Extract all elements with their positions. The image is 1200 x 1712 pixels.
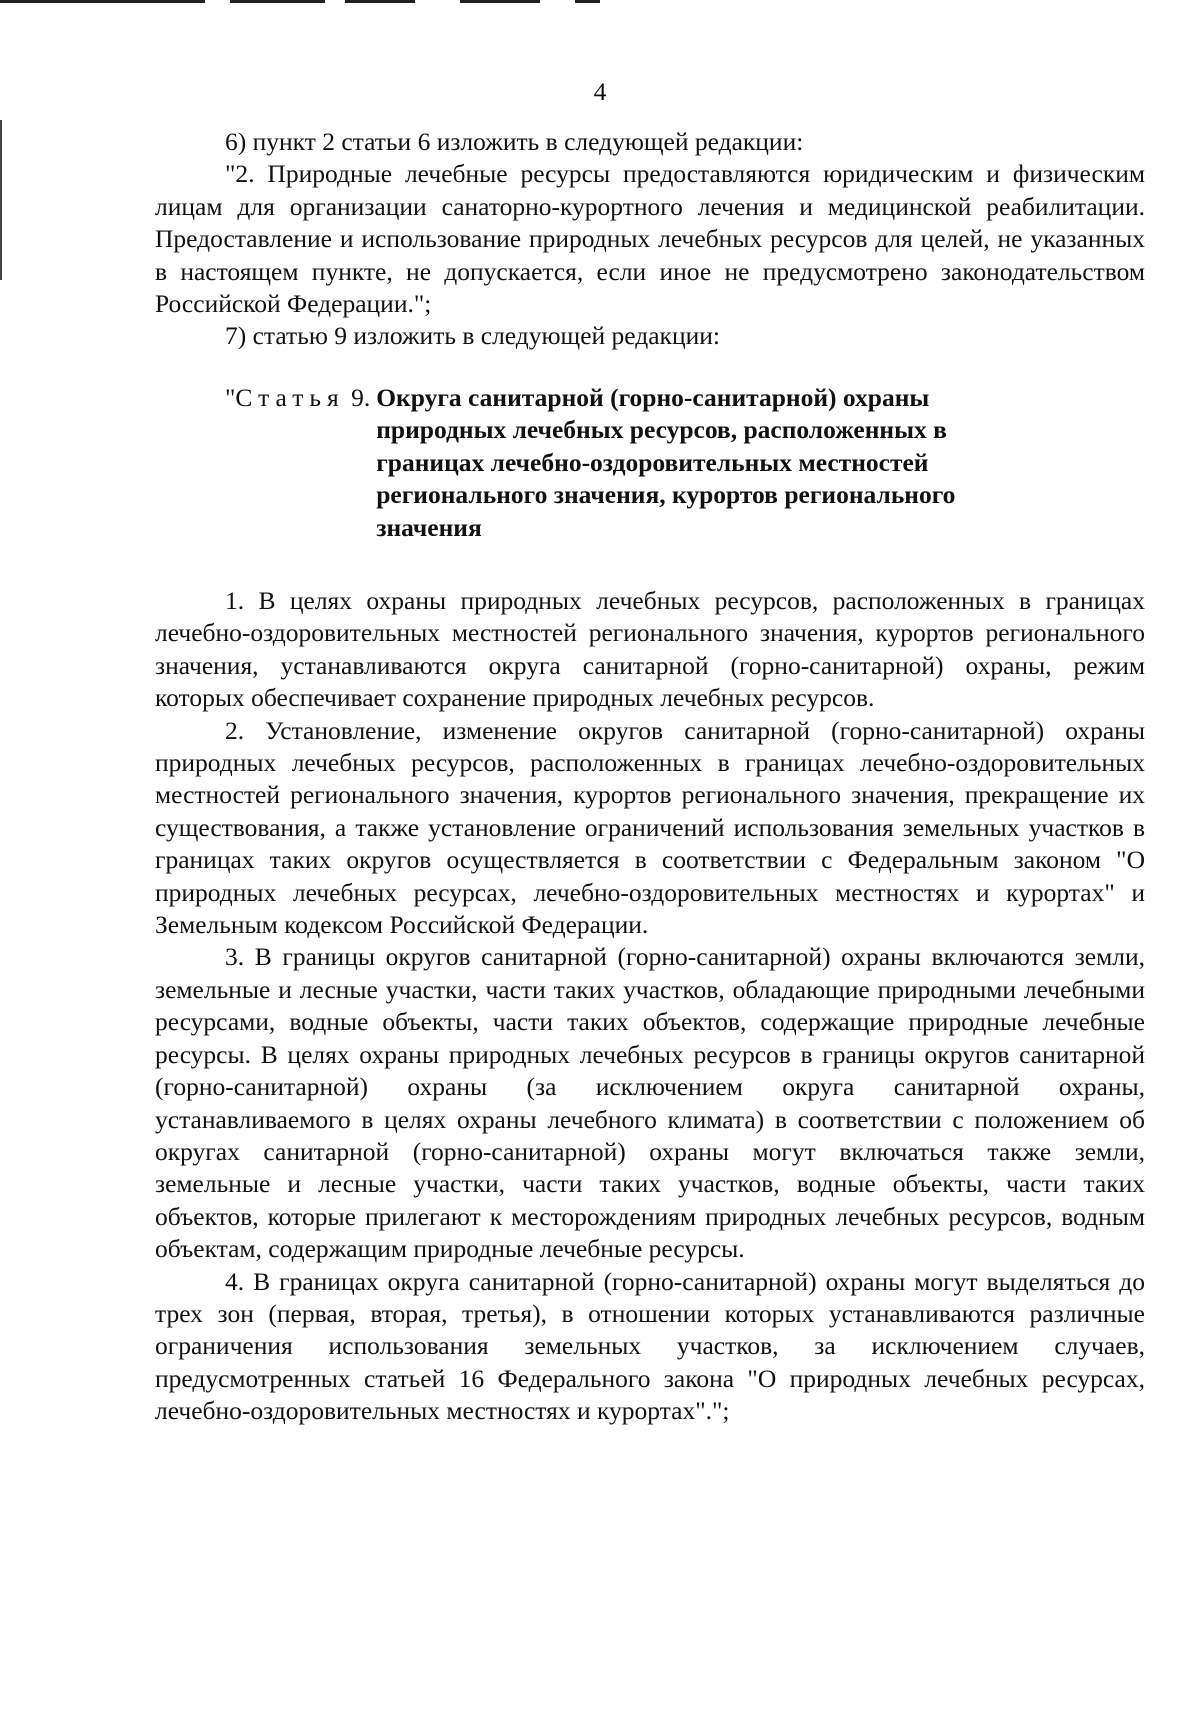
article-paragraph-2: 2. Установление, изменение округов санитарной (горно-санитарной) охраны природных лечебных ресурсов, расположенных в границах лечебно-оздоровительных местностей регионального значения, курортов регионального значения, прекращение их существования, а также установление ограничений использования земельных участков в границах таких округов осуществляется в соответствии с Федеральным законом "О природных лечебных ресурсах, лечебно-оздоровительных местностях и курортах" и Земельным кодексом Российской Федерации. xyxy=(155,715,1145,940)
amendment-block xyxy=(155,126,1145,353)
scan-edge-left xyxy=(0,120,2,280)
scan-edge-top-mid-2 xyxy=(345,0,415,3)
scan-edge-top-mid-1 xyxy=(230,0,325,3)
article-word: Статья xyxy=(235,383,345,412)
scan-edge-top-left xyxy=(0,0,205,3)
scan-edge-top-mid-3 xyxy=(460,0,540,3)
article-heading xyxy=(225,382,1105,544)
article-quote: " xyxy=(225,383,236,412)
article-body xyxy=(155,585,1145,1428)
article-paragraph-4: 4. В границах округа санитарной (горно-санитарной) охраны могут выделяться до трех зон (первая, вторая, третья), в отношении которых устанавливаются различные ограничения использования земельных участков, за исключением случаев, предусмотренных статьей 16 Федерального закона "О природных лечебных ресурсах, лечебно-оздоровительных местностях и курортах"."; xyxy=(155,1266,1145,1426)
article-label xyxy=(225,382,370,414)
article-paragraph-1: 1. В целях охраны природных лечебных ресурсов, расположенных в границах лечебно-оздоровительных местностей регионального значения, курортов регионального значения, устанавливаются округа санитарной (горно-санитарной) охраны, режим которых обеспечивает сохранение природных лечебных ресурсов. xyxy=(155,586,1145,713)
amendment-item-7: 7) статью 9 изложить в следующей редакции: xyxy=(225,321,720,351)
article-title: Округа санитарной (горно-санитарной) охраны природных лечебных ресурсов, расположенных в границах лечебно-оздоровительных местностей регионального значения, курортов регионального значения xyxy=(376,383,956,542)
scan-edge-top-mid-4 xyxy=(575,0,600,3)
article-paragraph-3: 3. В границы округов санитарной (горно-санитарной) охраны включаются земли, земельные и лесные участки, части таких участков, обладающие природными лечебными ресурсами, водные объекты, части таких объектов, содержащие природные лечебные ресурсы. В целях охраны природных лечебных ресурсов в границы округов санитарной (горно-санитарной) охраны (за исключением округа санитарной охраны, устанавливаемого в целях охраны лечебного климата) в соответствии с положением об округах санитарной (горно-санитарной) охраны могут включаться также земли, земельные и лесные участки, части таких участков, водные объекты, части таких объектов, которые прилегают к месторождениям природных лечебных ресурсов, водным объектам, содержащим природные лечебные ресурсы. xyxy=(155,942,1145,1264)
article-number: 9. xyxy=(351,383,371,412)
amendment-item-6: 6) пункт 2 статьи 6 изложить в следующей редакции: xyxy=(225,127,804,156)
page-number: 4 xyxy=(593,77,607,106)
amendment-item-6-text: "2. Природные лечебные ресурсы предоставляются юридическим и физическим лицам для организации санаторно-курортного лечения и медицинской реабилитации. Предоставление и использование природных лечебных ресурсов для целей, не указанных в настоящем пункте, не допускается, если иное не предусмотрено законодательством Российской Федерации."; xyxy=(155,159,1145,319)
